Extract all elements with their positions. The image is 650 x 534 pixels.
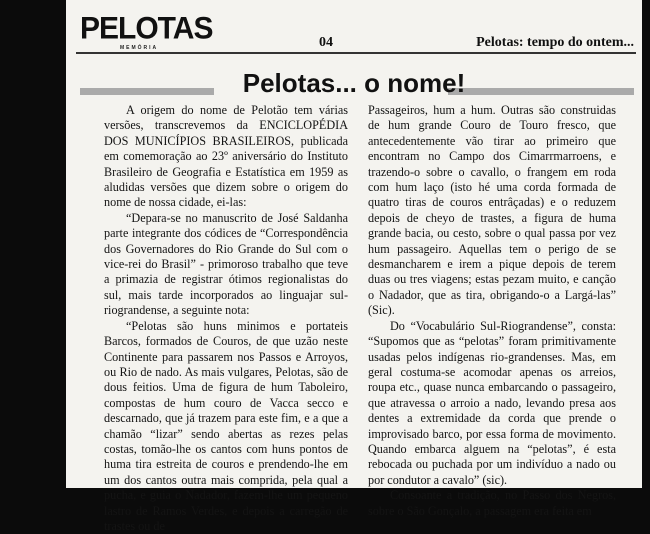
paragraph: “Depara-se no manuscrito de José Saldanha parte integrante dos códices de “Correspondência dos Governadores do Rio Grande do Sul com o vice-rei do Brasil” - primoroso trabalho que teve a primazia de registrar ótimos regionalistas do sul, mais tarde incorporados ao linguajar sul-riograndense, a seguinte nota: bbox=[104, 210, 348, 318]
paragraph: A origem do nome de Pelotão tem várias versões, transcrevemos da ENCICLOPÉDIA DOS MUNICÍPIOS BRASILEIROS, publicada em comemoração ao 23º aniversário do Instituto Brasileiro de Geografia e Estatística em 1959 as aludidas versões que dizem sobre o origem do nome de nossa cidade, ei-las: bbox=[104, 103, 348, 210]
article-right-column bbox=[368, 103, 616, 519]
pelotas-logo: PELOTAS bbox=[80, 11, 213, 46]
paragraph: Consoante a tradição, no Passo dos Negros, sobre o São Gonçalo, a passagem era feita em bbox=[368, 488, 616, 518]
paragraph: Passageiros, hum a hum. Outras são construidas de hum grande Couro de Touro fresco, que antecedentemente vão tirar ao primeiro que encontram no Campo dos Cimarrmarroens, e trazendo-o sobre o cavallo, o frangem em roda com hum laço (isto hé uma corda formada de quatro tiras de couros entrâçadas) e o reduzem depois de cheyo de trastes, a figura de huma grande bacia, ou cesto, sobre o qual passa por vez hum passageiro. Aquellas tem o perigo de se desmancharem e irem a pique depois de terem duas ou tres viagens; estas pezam muito, e canção o Nadador, que as tira, obrigando-o a Largá-las” (Sic). bbox=[368, 103, 616, 318]
newspaper-page bbox=[66, 0, 642, 533]
header-rule bbox=[76, 52, 636, 54]
logo-subtitle: MEMÓRIA bbox=[120, 45, 159, 51]
page-number: 04 bbox=[319, 35, 333, 50]
article-title: Pelotas... o nome! bbox=[242, 68, 466, 98]
paragraph: “Pelotas são huns minimos e portateis Barcos, formados de Couros, de que uzão neste Continente para passarem nos Passos e Arroyos, ou Rio de nado. As mais vulgares, Pelotas, são de dous feitios. Uma de figura de hum Taboleiro, compostas de hum couro de Vacca secco e descarnado, que já trazem para este fim, e a que a chamão “lizar” sendo abertas as rezes pelas costas, tomão-lhe os cantos com huns pontos de huma tira estreita de couros e prendendo-lhe em um dos cantos outra mais comprida, pela qual a pucha, e guia o Nadador, fazem-lhe um pequeno lastro de Ramos Verdes, e depois a carregão de trastes ou de bbox=[104, 318, 348, 533]
section-title: Pelotas: tempo do ontem... bbox=[476, 35, 634, 50]
article-left-column bbox=[104, 103, 348, 534]
paragraph: Do “Vocabulário Sul-Riograndense”, consta: “Supomos que as “pelotas” foram primitivamente usadas pelos indígenas rio-grandenses. Mas, em geral costuma-se acomodar apenas os arreios, roupa etc., quase nunca embarcando o passageiro, que atravessa o arroio a nado, levando presa aos dentes a extremidade da corda que prende o improvisado barco, por essa forma de movimento. Quando embarca alguem na “pelotas”, é esta rebocada ou puchada por um indivíduo a nado ou por condutor a cavalo” (sic). bbox=[368, 318, 616, 487]
page-header bbox=[66, 10, 642, 58]
